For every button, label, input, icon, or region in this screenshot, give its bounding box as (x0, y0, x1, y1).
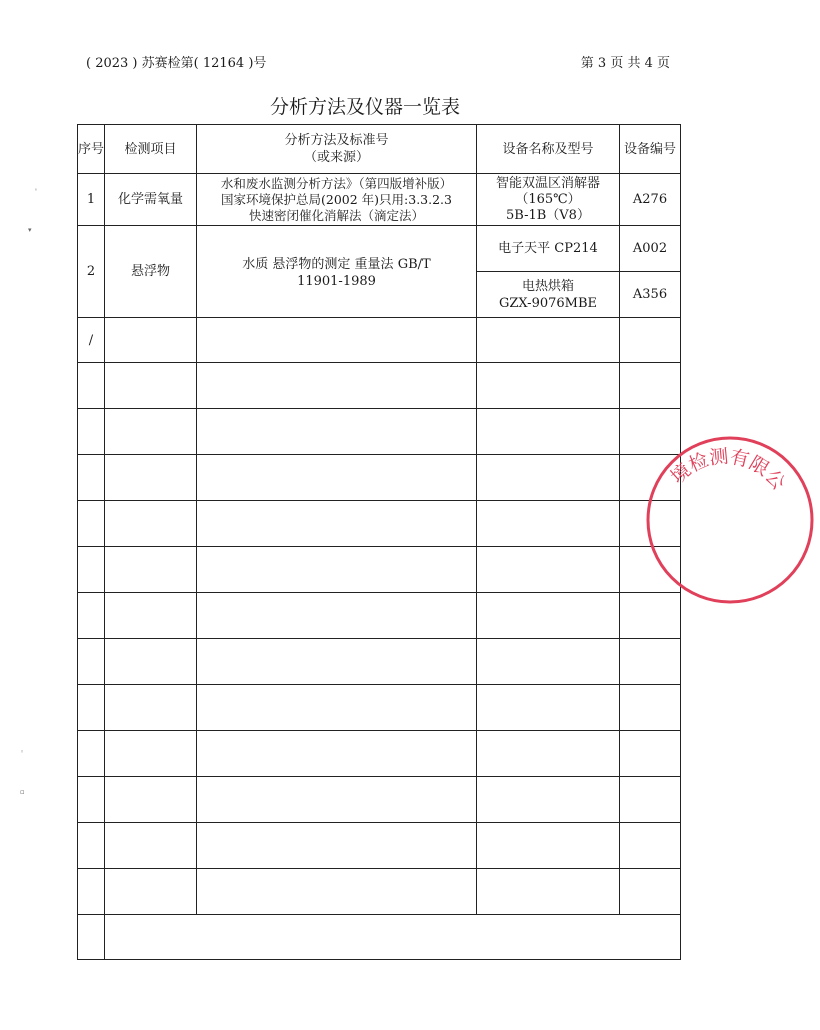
row1-equipment-line3: 5B-1B（V8） (506, 207, 590, 223)
empty-row (78, 455, 681, 501)
row1-method-line2: 国家环境保护总局(2002 年)只用:3.3.2.3 (221, 191, 452, 207)
table-header-row (78, 125, 681, 174)
table-row (78, 226, 681, 272)
row2-equipment-a: 电子天平 CP214 (477, 226, 620, 272)
page-info: 第 3 页 共 4 页 (580, 56, 670, 71)
empty-row (78, 823, 681, 869)
row1-method-line1: 水和废水监测分析方法》（第四版增补版） (220, 175, 453, 191)
scan-mark: ' (35, 188, 37, 196)
row1-equipment (477, 174, 620, 226)
empty-row (78, 501, 681, 547)
seal-text: 境检测有限公 (666, 445, 790, 495)
row1-item: 化学需氧量 (105, 174, 197, 226)
scan-mark: ◦ (20, 748, 25, 756)
page-title: 分析方法及仪器一览表 (269, 96, 460, 118)
document-number: ( 2023 ) 苏赛检第( 12164 )号 (86, 56, 267, 71)
company-seal (640, 430, 820, 610)
row2-method-line2: 11901-1989 (297, 274, 376, 289)
header-method-line2: （或来源） (303, 150, 369, 165)
header-method-line1: 分析方法及标准号 (284, 133, 389, 148)
row2-item: 悬浮物 (105, 226, 197, 318)
row1-method-line3: 快速密闭催化消解法（滴定法） (248, 207, 424, 223)
row1-method (197, 174, 477, 226)
row2-equipment-b-line2: GZX-9076MBE (498, 295, 598, 311)
empty-row (78, 685, 681, 731)
row2-no: 2 (78, 226, 105, 318)
row3-no: / (78, 318, 105, 363)
methods-table (77, 124, 681, 960)
row2-equip-id-b: A356 (620, 272, 681, 318)
empty-row-last (78, 915, 681, 960)
header-method (197, 125, 477, 174)
scan-mark: ▾ (28, 226, 32, 234)
empty-row (78, 869, 681, 915)
empty-row (78, 409, 681, 455)
row2-equip-id-a: A002 (620, 226, 681, 272)
table-row (78, 318, 681, 363)
empty-row (78, 363, 681, 409)
row1-no: 1 (78, 174, 105, 226)
row2-method (197, 226, 477, 318)
empty-row (78, 639, 681, 685)
header-equipment: 设备名称及型号 (477, 125, 620, 174)
header-item: 检测项目 (105, 125, 197, 174)
empty-row (78, 547, 681, 593)
row1-equip-id: A276 (620, 174, 681, 226)
row1-equipment-line2: （165℃） (515, 191, 581, 207)
table-row (78, 174, 681, 226)
header-no: 序号 (78, 125, 105, 174)
scan-mark: ▫ (20, 788, 25, 796)
row1-equipment-line1: 智能双温区消解器 (495, 175, 600, 191)
row2-equipment-b (477, 272, 620, 318)
empty-row (78, 731, 681, 777)
header-equip-id: 设备编号 (620, 125, 681, 174)
row2-equipment-b-line1: 电热烘箱 (521, 278, 574, 294)
row2-method-line1: 水质 悬浮物的测定 重量法 GB/T (242, 257, 431, 272)
empty-row (78, 777, 681, 823)
empty-row (78, 593, 681, 639)
